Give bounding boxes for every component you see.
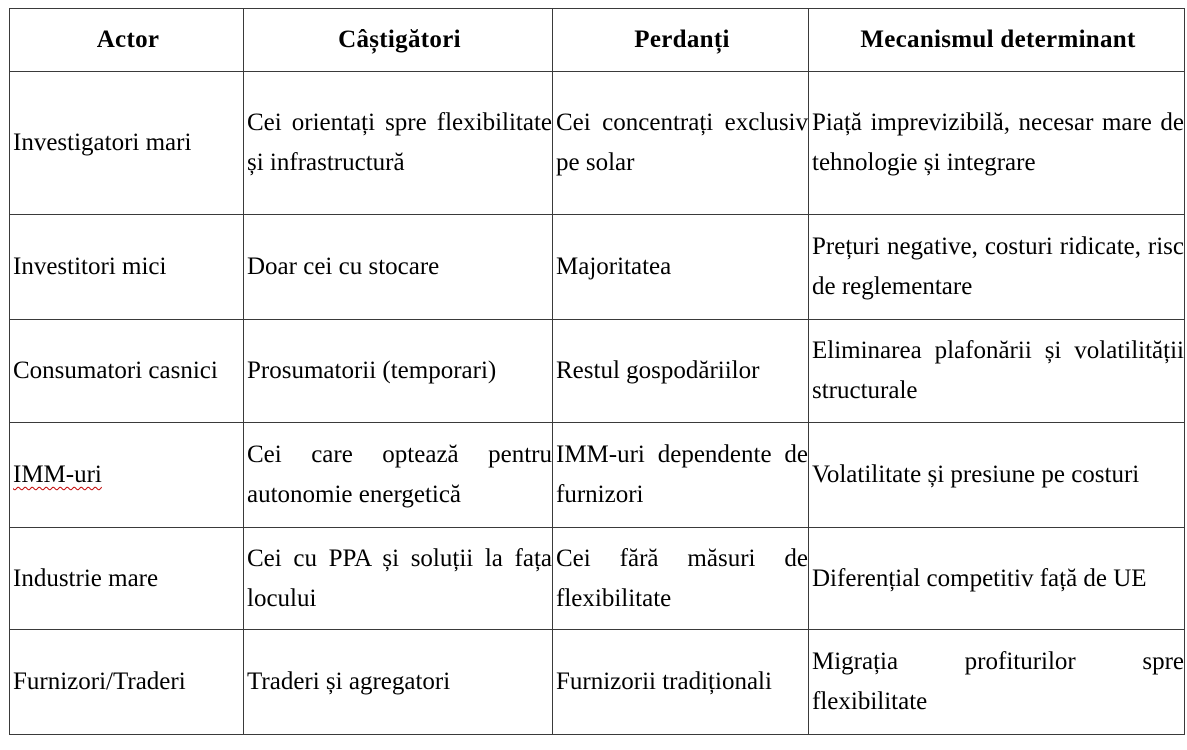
losers-cell[interactable]: Cei fără măsuri de flexibilitate xyxy=(553,528,809,630)
mechanism-cell[interactable]: Migrația profiturilor spre flexibilitate xyxy=(809,630,1185,735)
header-actor: Actor xyxy=(10,9,244,72)
actor-cell[interactable] xyxy=(10,423,244,528)
winners-cell[interactable]: Cei cu PPA și soluții la fața locului xyxy=(244,528,553,630)
table-row xyxy=(10,423,1185,528)
losers-cell[interactable]: Majoritatea xyxy=(553,215,809,320)
mechanism-cell[interactable]: Piață imprevizibilă, necesar mare de tehnologie și integrare xyxy=(809,72,1185,215)
winners-cell[interactable]: Cei care optează pentru autonomie energetică xyxy=(244,423,553,528)
actor-cell[interactable]: Investigatori mari xyxy=(10,72,244,215)
actor-cell[interactable]: Investitori mici xyxy=(10,215,244,320)
winners-cell[interactable]: Traderi și agregatori xyxy=(244,630,553,735)
winners-cell[interactable]: Cei orientați spre flexibilitate și infrastructură xyxy=(244,72,553,215)
mechanism-cell[interactable]: Diferențial competitiv față de UE xyxy=(809,528,1185,630)
mechanism-cell[interactable]: Eliminarea plafonării și volatilității structurale xyxy=(809,320,1185,423)
losers-cell[interactable]: IMM-uri dependente de furnizori xyxy=(553,423,809,528)
losers-cell[interactable]: Cei concentrați exclusiv pe solar xyxy=(553,72,809,215)
winners-cell[interactable]: Prosumatorii (temporari) xyxy=(244,320,553,423)
actor-cell[interactable]: Consumatori casnici xyxy=(10,320,244,423)
winners-cell[interactable]: Doar cei cu stocare xyxy=(244,215,553,320)
table-row xyxy=(10,320,1185,423)
actor-cell[interactable]: Furnizori/Traderi xyxy=(10,630,244,735)
actor-text: IMM-uri xyxy=(13,461,102,488)
table-row xyxy=(10,72,1185,215)
actor-cell[interactable]: Industrie mare xyxy=(10,528,244,630)
winners-losers-table xyxy=(9,8,1185,735)
table-row xyxy=(10,630,1185,735)
table-row xyxy=(10,215,1185,320)
table-header-row xyxy=(10,9,1185,72)
table-row xyxy=(10,528,1185,630)
losers-cell[interactable]: Restul gospodăriilor xyxy=(553,320,809,423)
losers-cell[interactable]: Furnizorii tradiționali xyxy=(553,630,809,735)
header-losers: Perdanți xyxy=(553,9,809,72)
mechanism-cell[interactable]: Prețuri negative, costuri ridicate, risc de reglementare xyxy=(809,215,1185,320)
header-winners: Câștigători xyxy=(244,9,553,72)
mechanism-cell[interactable]: Volatilitate și presiune pe costuri xyxy=(809,423,1185,528)
header-mechanism: Mecanismul determinant xyxy=(809,9,1185,72)
